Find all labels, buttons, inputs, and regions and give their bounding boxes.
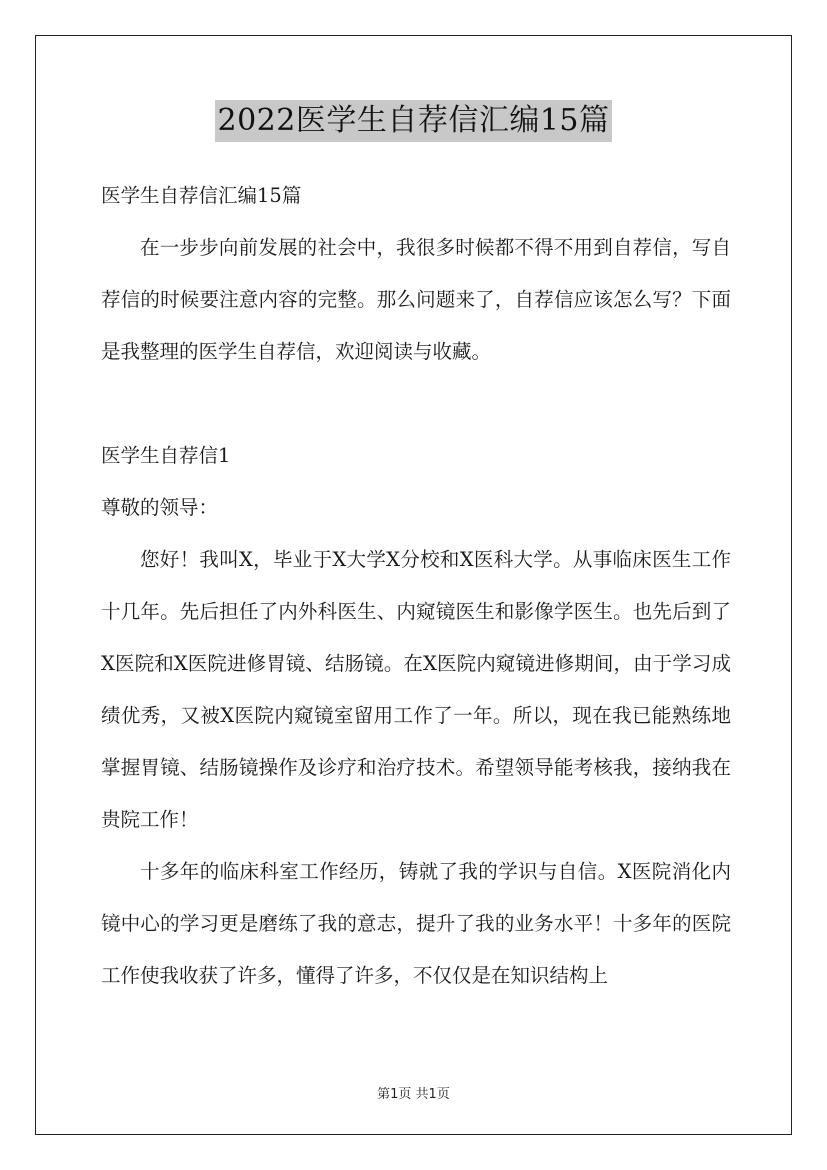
document-body [101, 170, 731, 1002]
salutation: 尊敬的领导： [101, 496, 219, 519]
document-subtitle: 医学生自荐信汇编15篇 [101, 184, 302, 207]
intro-paragraph: 在一步步向前发展的社会中，我很多时候都不得不用到自荐信，写自荐信的时候要注意内容的完整。那么问题来了，自荐信应该怎么写？下面是我整理的医学生自荐信，欢迎阅读与收藏。 [101, 236, 731, 363]
document-title: 2022医学生自荐信汇编15篇 [215, 100, 611, 142]
body-paragraph-1: 您好！我叫X，毕业于X大学X分校和X医科大学。从事临床医生工作十几年。先后担任了内外科医生、内窥镜医生和影像学医生。也先后到了X医院和X医院进修胃镜、结肠镜。在X医院内窥镜进修期间，由于学习成绩优秀，又被X医院内窥镜室留用工作了一年。所以，现在我已能熟练地掌握胃镜、结肠镜操作及诊疗和治疗技术。希望领导能考核我，接纳我在贵院工作！ [101, 548, 731, 831]
paragraph-spacer [101, 378, 731, 430]
title-container [0, 100, 827, 142]
page-footer: 第1页 共1页 [377, 1087, 450, 1102]
section-heading: 医学生自荐信1 [101, 444, 231, 467]
body-paragraph-2: 十多年的临床科室工作经历，铸就了我的学识与自信。X医院消化内镜中心的学习更是磨练了我的意志，提升了我的业务水平！十多年的医院工作使我收获了许多，懂得了许多，不仅仅是在知识结构上 [101, 860, 731, 987]
